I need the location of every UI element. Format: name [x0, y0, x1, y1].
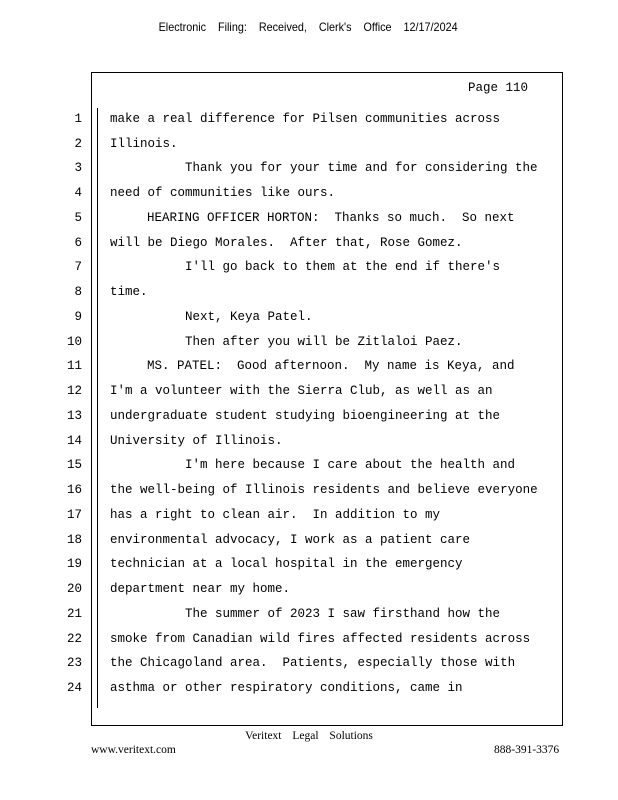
line-number: 18	[66, 532, 82, 547]
footer-phone: 888-391-3376	[494, 744, 560, 756]
line-number: 23	[66, 656, 82, 671]
transcript-line: MS. PATEL: Good afternoon. My name is Keya, and	[147, 359, 515, 374]
transcript-line: department near my home.	[110, 582, 291, 597]
line-number: 4	[74, 186, 82, 201]
line-number: 7	[74, 260, 82, 275]
transcript-line: HEARING OFFICER HORTON: Thanks so much. So next	[147, 210, 515, 225]
line-number: 9	[74, 309, 82, 324]
line-number: 16	[66, 483, 82, 498]
transcript-line: has a right to clean air. In addition to my	[110, 507, 441, 522]
line-number: 17	[66, 507, 82, 522]
line-number: 2	[74, 136, 82, 151]
line-number: 13	[66, 408, 82, 423]
transcript-line: technician at a local hospital in the emergency	[110, 557, 463, 572]
transcript-line: asthma or other respiratory conditions, came in	[110, 681, 463, 696]
transcript-line: I'm a volunteer with the Sierra Club, as well as an	[110, 384, 493, 399]
page-number: Page 110	[468, 81, 529, 95]
line-number: 11	[66, 359, 82, 374]
line-number-divider	[97, 108, 98, 708]
line-number: 12	[66, 384, 82, 399]
transcript-line: smoke from Canadian wild fires affected residents across	[110, 631, 531, 646]
transcript-line: the Chicagoland area. Patients, especially those with	[110, 656, 516, 671]
transcript-line: will be Diego Morales. After that, Rose Gomez.	[110, 235, 463, 250]
filing-stamp: Electronic Filing: Received, Clerk's Office 12/17/2024	[158, 20, 458, 34]
transcript-line: Next, Keya Patel.	[185, 309, 313, 324]
transcript-line: Then after you will be Zitlaloi Paez.	[185, 334, 463, 349]
transcript-line: Illinois.	[110, 136, 178, 151]
transcript-line: I'm here because I care about the health and	[185, 458, 516, 473]
transcript-line: make a real difference for Pilsen communities across	[110, 112, 501, 126]
transcript-line: the well-being of Illinois residents and believe everyone	[110, 483, 538, 498]
transcript-line: I'll go back to them at the end if there's	[185, 260, 501, 275]
transcript-line: need of communities like ours.	[110, 186, 336, 201]
line-number: 10	[66, 334, 82, 349]
line-number: 19	[66, 557, 82, 572]
line-number: 21	[66, 606, 82, 621]
line-number: 5	[74, 210, 82, 225]
footer-website: www.veritext.com	[91, 744, 176, 756]
transcript-line: The summer of 2023 I saw firsthand how the	[185, 606, 501, 621]
line-number: 3	[74, 161, 82, 176]
transcript-line: environmental advocacy, I work as a patient care	[110, 532, 471, 547]
footer-company: Veritext Legal Solutions	[245, 730, 373, 742]
line-number: 20	[66, 582, 82, 597]
line-number: 14	[66, 433, 82, 448]
line-number: 1	[74, 112, 82, 126]
line-number: 8	[74, 285, 82, 300]
line-number: 24	[66, 681, 82, 696]
line-number: 22	[66, 631, 82, 646]
transcript-line: time.	[110, 285, 148, 300]
transcript-line: undergraduate student studying bioengineering at the	[110, 408, 501, 423]
line-number: 15	[66, 458, 82, 473]
line-number: 6	[74, 235, 82, 250]
transcript-line: Thank you for your time and for considering the	[185, 161, 538, 176]
transcript-line: University of Illinois.	[110, 433, 283, 448]
